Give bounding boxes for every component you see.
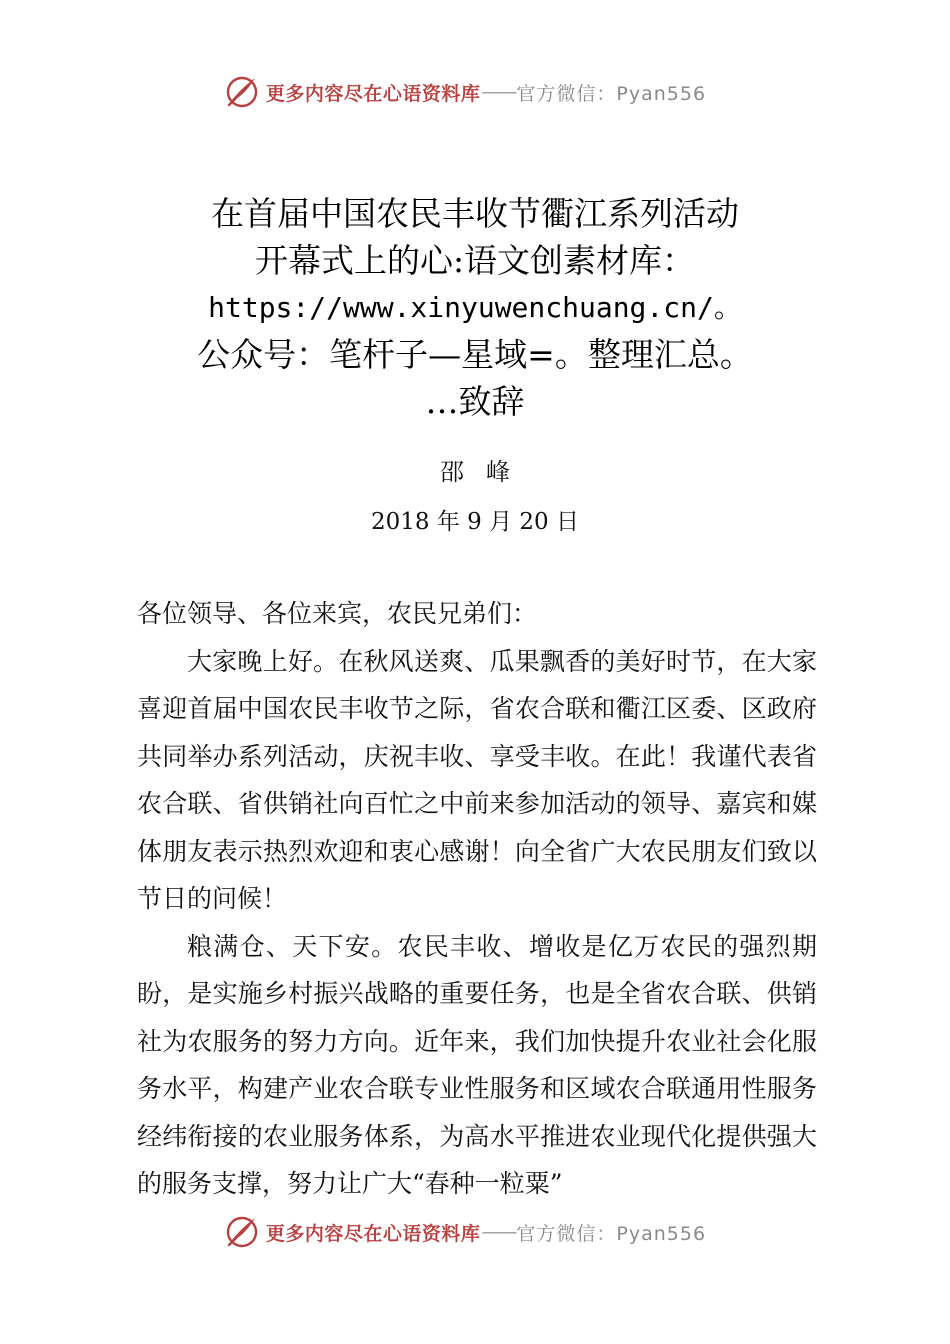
date: 2018 年 9 月 20 日 (371, 509, 579, 535)
footer-watermark (0, 1212, 950, 1252)
banner-wechat: 官方微信：Pyan556 (516, 82, 707, 105)
title-line-5: …致辞 (425, 382, 525, 421)
banner-wechat: 官方微信：Pyan556 (516, 1222, 707, 1245)
title-line-4: 公众号：笔杆子—星域=。整理汇总。 (197, 335, 753, 374)
body-text (137, 590, 817, 1208)
banner-text: 更多内容尽在心语资料库 (265, 82, 481, 105)
title-line-2: 开幕式上的心:语文创素材库： (254, 241, 696, 280)
paragraph-2: 粮满仓、天下安。农民丰收、增收是亿万农民的强烈期盼，是实施乡村振兴战略的重要任务，也是全省农合联、供销社为农服务的努力方向。近年来，我们加快提升农业社会化服务水平，构建产业农合联专业性服务和区域农合联通用性服务经纬衔接的农业服务体系，为高水平推进农业现代化提供强大的服务支撑，努力让广大“春种一粒粟” (137, 931, 817, 1198)
header-watermark (0, 72, 950, 112)
quill-logo-icon (224, 74, 260, 110)
banner-dash: —— (481, 1221, 516, 1243)
banner-dash: —— (481, 81, 516, 103)
title-line-3: https://www.xinyuwenchuang.cn/。 (208, 291, 742, 324)
author: 邵峰 (440, 458, 532, 486)
banner-text: 更多内容尽在心语资料库 (265, 1222, 481, 1245)
quill-logo-icon (224, 1214, 260, 1250)
salutation: 各位领导、各位来宾，农民兄弟们： (137, 599, 538, 628)
paragraph-1: 大家晚上好。在秋风送爽、瓜果飘香的美好时节，在大家喜迎首届中国农民丰收节之际，省农合联和衢江区委、区政府共同举办系列活动，庆祝丰收、享受丰收。在此！我谨代表省农合联、省供销社向百忙之中前来参加活动的领导、嘉宾和媒体朋友表示热烈欢迎和衷心感谢！向全省广大农民朋友们致以节日的问候！ (137, 646, 817, 913)
document-title (0, 190, 950, 425)
title-line-1: 在首届中国农民丰收节衢江系列活动 (211, 194, 739, 233)
